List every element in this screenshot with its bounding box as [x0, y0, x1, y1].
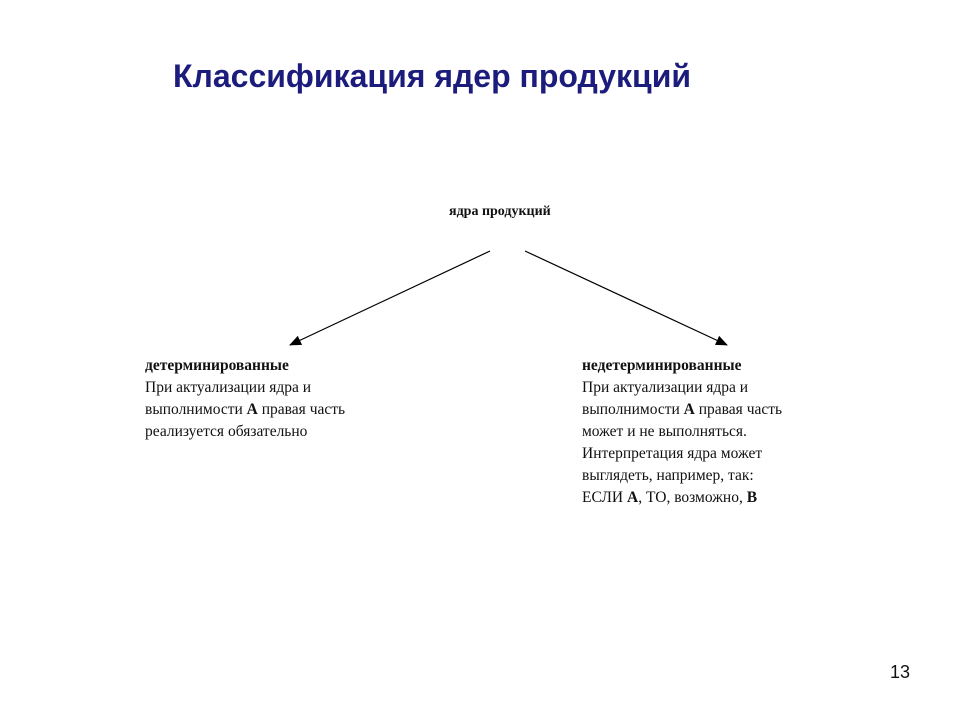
nondeterministic-line-4: Интерпретация ядра может: [582, 445, 763, 462]
deterministic-branch: [145, 355, 425, 443]
slide-title: Классификация ядер продукций: [173, 58, 692, 94]
nondeterministic-title: недетерминированные: [582, 357, 742, 374]
slide-number: 13: [889, 662, 910, 682]
nondeterministic-line-2: выполнимости А правая часть: [582, 401, 783, 418]
arrow-to-deterministic: [290, 251, 490, 345]
nondeterministic-branch: [582, 355, 882, 509]
nondeterministic-line-3: может и не выполняться.: [582, 423, 747, 440]
deterministic-line-1: При актуализации ядра и: [145, 379, 312, 396]
nondeterministic-line-6: ЕСЛИ А, ТО, возможно, В: [582, 489, 758, 506]
deterministic-line-3: реализуется обязательно: [145, 423, 308, 440]
nondeterministic-line-5: выглядеть, например, так:: [582, 467, 754, 484]
nondeterministic-line-1: При актуализации ядра и: [582, 379, 749, 396]
root-node-label: ядра продукций: [449, 204, 551, 219]
deterministic-line-2: выполнимости А правая часть: [145, 401, 346, 418]
deterministic-title: детерминированные: [145, 357, 289, 374]
arrow-to-nondeterministic: [525, 251, 727, 345]
